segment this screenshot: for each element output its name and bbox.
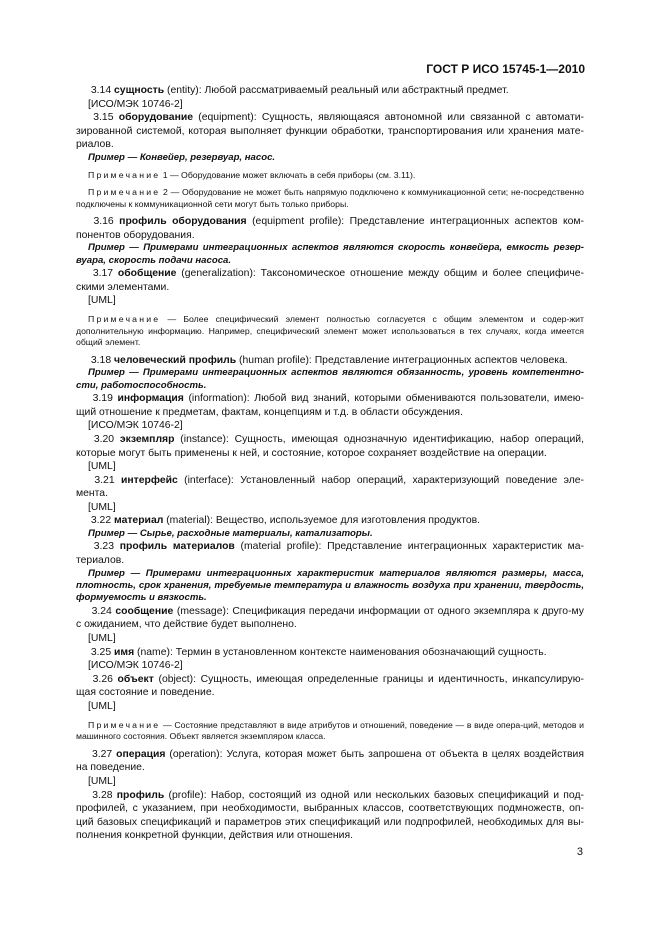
page-number: 3 (576, 846, 583, 858)
document-id-header: ГОСТ Р ИСО 15745-1—2010 (426, 62, 585, 76)
example: Пример — Примерами интеграционных аспектов являются скорость конвейера, емкость резер-вуара, скорость подачи насоса. (76, 242, 584, 266)
definition-3-26: 3.26 объект (object): Сущность, имеющая определенные границы и идентичность, инкапсулирую-щая состояние и поведение. (76, 673, 584, 699)
term: объект (117, 673, 154, 685)
definition-3-14: 3.14 сущность (entity): Любой рассматриваемый реальный или абстрактный предмет. (90, 85, 509, 96)
definition-3-28: 3.28 профиль (profile): Набор, состоящий из одной или нескольких базовых спецификаций и под-профилей, с указанием, при необходимости, выбранных классов, соответствующих подмножеств, оп-ций базовых спецификаций и параметров этих спецификаций или подпрофилей, необходимых для вы-полнения конкретной функции, действия или отношения. (76, 789, 584, 842)
definitions-body (76, 84, 584, 843)
reference: [UML] (88, 633, 116, 645)
term: сообщение (115, 605, 174, 617)
term: профиль материалов (119, 541, 235, 553)
reference: [ИСО/МЭК 10746-2] (88, 660, 183, 672)
definition-3-18: 3.18 человеческий профиль (human profile): Представление интеграционных аспектов человека. (90, 354, 568, 366)
example: Пример — Сырье, расходные материалы, катализаторы. (88, 528, 373, 540)
definition-3-25: 3.25 имя (name): Термин в установленном контексте наименования обозначающий сущность. (90, 646, 547, 658)
definition-3-19: 3.19 информация (information): Любой вид знаний, которыми обмениваются пользователи, имею-щий отношение к предметам, фактам, концепциям и т.д. в области обсуждения. (76, 393, 584, 418)
definition-3-21: 3.21 интерфейс (interface): Установленный набор операций, характеризующий поведение эле-мента. (76, 474, 584, 500)
term: информация (117, 393, 184, 405)
term: профиль оборудования (119, 216, 247, 228)
note-label: Примечание (88, 170, 161, 181)
definition-3-23: 3.23 профиль материалов (material profile): Представление интеграционных характеристик ма-териалов. (76, 541, 584, 567)
definition-3-20: 3.20 экземпляр (instance): Сущность, имеющая однозначную идентификацию, набор операций, которые могут быть применены к ней, и состояние, которое сохраняет воздействие на операции. (76, 433, 584, 459)
definition-3-16: 3.16 профиль оборудования (equipment profile): Представление интеграционных аспектов ком-понентов оборудования. (76, 216, 584, 241)
term: интерфейс (121, 474, 178, 486)
term: сущность (114, 85, 165, 96)
note: Примечание — Более специфический элемент полностью согласуется с общим элементом и содер-жит дополнительную информацию. Например, специфический элемент может использоваться в тех случаях, когда имеется общий элемент. (76, 313, 584, 348)
reference: [UML] (88, 776, 116, 787)
definition-3-24: 3.24 сообщение (message): Спецификация передачи информации от одного экземпляра к друго-му с ожиданием, что действие будет выполнено. (76, 605, 584, 631)
definition-3-27: 3.27 операция (operation): Услуга, которая может быть запрошена от объекта в целях воздействия на поведение. (76, 748, 584, 774)
reference: [UML] (88, 295, 116, 307)
reference: [ИСО/МЭК 10746-2] (88, 420, 183, 432)
definition-3-22: 3.22 материал (material): Вещество, используемое для изготовления продуктов. (90, 515, 481, 527)
term: человеческий профиль (114, 354, 237, 366)
term: профиль (116, 789, 165, 801)
term: экземпляр (119, 433, 175, 445)
example: Пример — Примерами интеграционных аспектов являются обязанность, уровень компетентно-сти, работоспособность. (76, 367, 584, 391)
reference: [UML] (88, 501, 116, 513)
term: имя (114, 646, 135, 658)
reference: [UML] (88, 701, 116, 713)
definition-3-17: 3.17 обобщение (generalization): Таксономическое отношение между общим и более специфиче-скими элементами. (76, 268, 584, 293)
note-label: Примечание (88, 719, 161, 730)
note: Примечание 2 — Оборудование не может быть напрямую подключено к коммуникационной сети; не-посредственно подключены к коммуникационной сети могут быть только приборы. (76, 186, 584, 209)
term: материал (114, 515, 164, 527)
note-label: Примечание (88, 186, 161, 197)
example: Пример — Конвейер, резервуар, насос. (88, 151, 276, 163)
note: Примечание — Состояние представляют в виде атрибутов и отношений, поведение — в виде опера-ций, методов и машинного состояния. Объект является экземпляром класса. (76, 719, 584, 742)
note-label: Примечание (88, 313, 161, 324)
reference: [UML] (88, 461, 116, 473)
term: операция (116, 748, 166, 760)
term: оборудование (118, 112, 194, 124)
example: Пример — Примерами интеграционных характеристик материалов являются размеры, масса, плотность, срок хранения, требуемые температура и влажность воздуха при хранении, твердость, формуемость и вязкость. (76, 567, 584, 604)
note: Примечание 1 — Оборудование может включать в себя приборы (см. 3.11). (88, 170, 416, 181)
reference: [ИСО/МЭК 10746-2] (88, 98, 183, 110)
term: обобщение (117, 268, 177, 280)
definition-3-15: 3.15 оборудование (equipment): Сущность, являющаяся автономной или связанной с автомати-зированной системой, которая выполняет функции обработки, транспортирования или хранения мате-риалов. (76, 112, 584, 151)
